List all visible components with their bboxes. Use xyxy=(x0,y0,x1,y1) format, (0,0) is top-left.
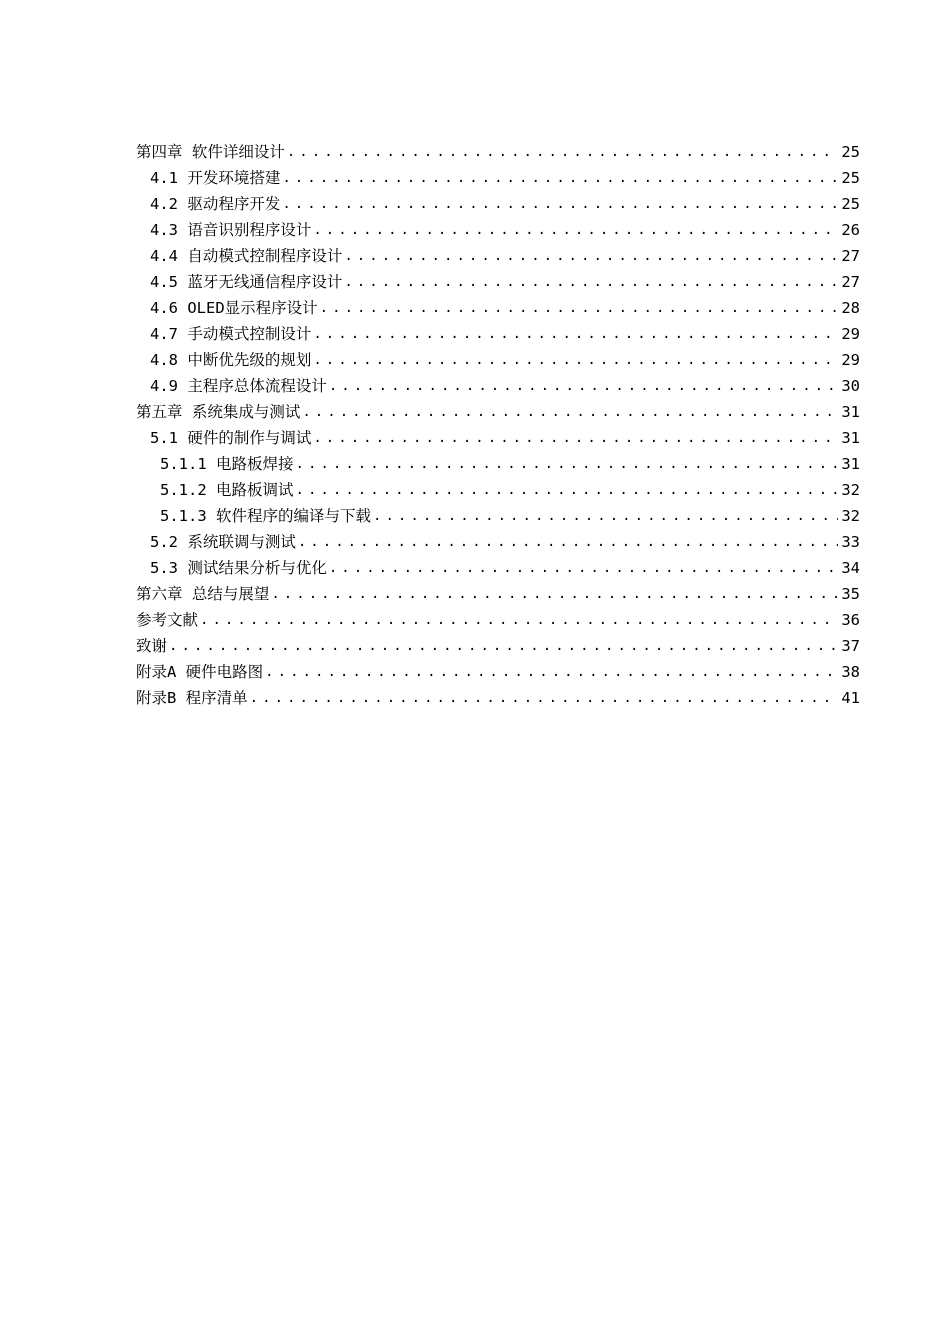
toc-dot-leader xyxy=(313,217,838,243)
toc-entry-page-number: 36 xyxy=(841,611,860,629)
toc-entry-title: 5.1 硬件的制作与调试 xyxy=(150,429,312,447)
toc-dot-leader xyxy=(265,659,838,685)
toc-entry-page-number: 32 xyxy=(841,481,860,499)
toc-entry[interactable] xyxy=(136,347,860,373)
toc-dot-leader xyxy=(296,477,839,503)
toc-entry-page-number: 25 xyxy=(841,143,860,161)
toc-entry[interactable] xyxy=(136,581,860,607)
toc-entry-title: 4.2 驱动程序开发 xyxy=(150,195,281,213)
toc-entry-page-number: 37 xyxy=(841,637,860,655)
toc-entry-page-number: 38 xyxy=(841,663,860,681)
toc-dot-leader xyxy=(320,295,838,321)
toc-entry[interactable] xyxy=(136,529,860,555)
toc-entry[interactable] xyxy=(136,165,860,191)
toc-entry[interactable] xyxy=(136,243,860,269)
toc-entry[interactable] xyxy=(136,555,860,581)
toc-entry[interactable] xyxy=(136,139,860,165)
toc-entry[interactable] xyxy=(136,321,860,347)
toc-entry[interactable] xyxy=(136,633,860,659)
toc-dot-leader xyxy=(287,139,838,165)
toc-dot-leader xyxy=(313,321,838,347)
toc-entry-page-number: 33 xyxy=(841,533,860,551)
toc-entry[interactable] xyxy=(136,425,860,451)
toc-entry-title: 4.1 开发环境搭建 xyxy=(150,169,281,187)
toc-dot-leader xyxy=(313,425,838,451)
toc-entry[interactable] xyxy=(136,685,860,711)
toc-entry-title: 参考文献 xyxy=(136,611,199,629)
toc-entry-title: 4.8 中断优先级的规划 xyxy=(150,351,312,369)
toc-entry-title: 附录B 程序清单 xyxy=(136,689,248,707)
toc-entry[interactable] xyxy=(136,607,860,633)
toc-entry-title: 5.3 测试结果分析与优化 xyxy=(150,559,327,577)
toc-dot-leader xyxy=(298,529,838,555)
toc-dot-leader xyxy=(282,191,838,217)
toc-entry[interactable] xyxy=(136,269,860,295)
toc-entry-page-number: 41 xyxy=(841,689,860,707)
toc-dot-leader xyxy=(344,243,838,269)
toc-dot-leader xyxy=(200,607,838,633)
toc-entry-title: 致谢 xyxy=(136,637,168,655)
toc-entry[interactable] xyxy=(136,451,860,477)
toc-dot-leader xyxy=(296,451,839,477)
toc-dot-leader xyxy=(302,399,838,425)
toc-dot-leader xyxy=(313,347,838,373)
toc-entry-page-number: 29 xyxy=(841,325,860,343)
toc-entry-title: 5.2 系统联调与测试 xyxy=(150,533,296,551)
toc-entry-title: 5.1.1 电路板焊接 xyxy=(160,455,294,473)
toc-entry-page-number: 35 xyxy=(841,585,860,603)
toc-entry-title: 4.6 OLED显示程序设计 xyxy=(150,299,318,317)
toc-entry-page-number: 31 xyxy=(841,455,860,473)
toc-dot-leader xyxy=(329,555,838,581)
toc-entry-page-number: 28 xyxy=(841,299,860,317)
toc-entry[interactable] xyxy=(136,659,860,685)
toc-entry-page-number: 27 xyxy=(841,247,860,265)
toc-entry[interactable] xyxy=(136,477,860,503)
toc-dot-leader xyxy=(271,581,838,607)
toc-entry-title: 第五章 系统集成与测试 xyxy=(136,403,301,421)
toc-entry-title: 4.7 手动模式控制设计 xyxy=(150,325,312,343)
toc-entry-title: 4.9 主程序总体流程设计 xyxy=(150,377,327,395)
table-of-contents xyxy=(136,139,860,711)
toc-entry-page-number: 27 xyxy=(841,273,860,291)
toc-dot-leader xyxy=(250,685,838,711)
toc-dot-leader xyxy=(373,503,838,529)
toc-entry[interactable] xyxy=(136,399,860,425)
toc-entry-page-number: 34 xyxy=(841,559,860,577)
toc-entry-page-number: 26 xyxy=(841,221,860,239)
toc-entry-title: 4.5 蓝牙无线通信程序设计 xyxy=(150,273,343,291)
toc-entry-page-number: 31 xyxy=(841,403,860,421)
toc-entry-page-number: 25 xyxy=(841,169,860,187)
toc-entry-page-number: 31 xyxy=(841,429,860,447)
toc-entry-title: 4.3 语音识别程序设计 xyxy=(150,221,312,239)
toc-entry-page-number: 25 xyxy=(841,195,860,213)
toc-entry-title: 4.4 自动模式控制程序设计 xyxy=(150,247,343,265)
toc-entry-page-number: 29 xyxy=(841,351,860,369)
toc-entry[interactable] xyxy=(136,217,860,243)
toc-entry-page-number: 30 xyxy=(841,377,860,395)
toc-dot-leader xyxy=(344,269,838,295)
toc-entry-title: 5.1.2 电路板调试 xyxy=(160,481,294,499)
toc-entry-title: 5.1.3 软件程序的编译与下载 xyxy=(160,507,371,525)
toc-entry-title: 第四章 软件详细设计 xyxy=(136,143,285,161)
toc-entry-page-number: 32 xyxy=(841,507,860,525)
toc-entry[interactable] xyxy=(136,503,860,529)
toc-dot-leader xyxy=(282,165,838,191)
toc-entry[interactable] xyxy=(136,295,860,321)
toc-dot-leader xyxy=(329,373,838,399)
toc-entry-title: 第六章 总结与展望 xyxy=(136,585,270,603)
toc-entry[interactable] xyxy=(136,191,860,217)
toc-entry-title: 附录A 硬件电路图 xyxy=(136,663,264,681)
toc-entry[interactable] xyxy=(136,373,860,399)
toc-dot-leader xyxy=(169,633,838,659)
